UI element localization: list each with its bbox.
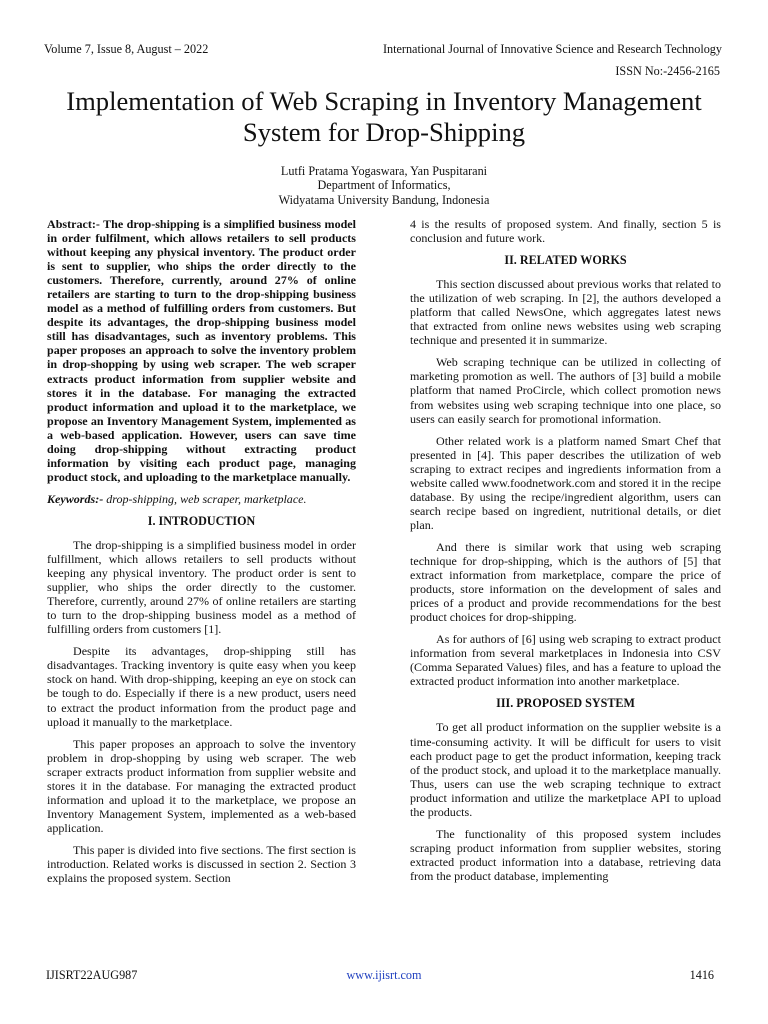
page-number: 1416: [689, 968, 714, 982]
author-university: Widyatama University Bandung, Indonesia: [278, 192, 490, 207]
volume-info: Volume 7, Issue 8, August – 2022: [44, 42, 209, 56]
left-column: [47, 217, 356, 893]
intro-paragraph-4-continued: 4 is the results of proposed system. And finally, section 5 is conclusion and future work.: [410, 217, 721, 246]
keywords-label: Keywords:-: [47, 491, 104, 506]
related-paragraph-5: As for authors of [6] using web scraping to extract product information from several marketplaces in Indonesia into CSV (Comma Separated Values) files, and has a feature to upload the extracted product information into another marketplace.: [410, 632, 721, 689]
author-block: [0, 164, 768, 207]
proposed-paragraph-1: To get all product information on the supplier website is a time-consuming activity. It will be difficult for users to visit each product page to get the product information, keeping track of the product stock, and upload it to the marketplace manually. Thus, users can use the web scraping technique to extract product information and utilize the marketplace API to upload the products.: [410, 720, 721, 819]
intro-paragraph-1: The drop-shipping is a simplified business model in order fulfillment, which allows retailers to sell products without keeping any physical inventory. The product order is sent to supplier, who ships the order directly to the customer. Therefore, currently, around 27% of online retailers are starting to turn to the drop-shipping business model as a method of fulfilling orders from customers [1].: [47, 537, 356, 637]
intro-paragraph-3: This paper proposes an approach to solve the inventory problem in drop-shopping by using web scraper. The web scraper extracts product information from supplier website and stores it in the database. For managing the extracted product information and upload it to the marketplace, we propose an Inventory Management System, implemented as a web-based application.: [47, 736, 356, 835]
paper-title: Implementation of Web Scraping in Inventory Management System for Drop-Shipping: [66, 86, 702, 147]
abstract: Abstract:- The drop-shipping is a simplified business model in order fulfilment, which allows retailers to sell products without keeping any physical inventory. The product order is sent to supplier, who ships the order directly to the customers. Therefore, currently, around 27% of online retailers are starting to turn to the drop-shipping business model as a method of fulfilling orders from customers. But despite its advantages, the drop-shipping business model still has disadvantages, such as inventory problems. This paper proposes an approach to solve the inventory problem in drop-shopping by using web scraper. The web scraper extracts product information from supplier website and stores it in the database. For managing the extracted product information and upload it to the marketplace, we propose an Inventory Management System, implemented as a web-based application. However, users can save time doing drop-shipping without extracting product information by visiting each product page, managing product stock, and uploading to the marketplace manually.: [47, 217, 356, 484]
intro-paragraph-2: Despite its advantages, drop-shipping still has disadvantages. Tracking inventory is quite easy when you keep stock on hand. With drop-shipping, keeping an eye on stock can be tough to do. Especially if there is a new product, users need to extract the product information from the product page and upload it manually to the marketplace.: [47, 644, 356, 729]
author-department: Department of Informatics,: [317, 178, 451, 193]
proposed-paragraph-2: The functionality of this proposed system includes scraping product information from supplier websites, storing extracted product information into a database, retrieving data from the product database, implementing: [410, 826, 721, 883]
author-names: Lutfi Pratama Yogaswara, Yan Puspitarani: [280, 164, 488, 178]
related-paragraph-1: This section discussed about previous works that related to the utilization of web scraping. In [2], the authors developed a platform that called NewsOne, which aggregates latest news that extracted from online news websites using web scraping technique and presented it in summarize.: [410, 277, 721, 348]
keywords: [47, 492, 356, 506]
section-heading-related-works: II. RELATED WORKS: [504, 253, 627, 268]
keywords-text: drop-shipping, web scraper, marketplace.: [103, 491, 307, 506]
intro-paragraph-4: This paper is divided into five sections. The first section is introduction. Related works is discussed in section 2. Section 3 explains the proposed system. Section: [47, 842, 356, 886]
issn: ISSN No:-2456-2165: [615, 64, 720, 78]
section-heading-proposed-system: III. PROPOSED SYSTEM: [496, 696, 635, 711]
related-paragraph-2: Web scraping technique can be utilized in collecting of marketing promotion as well. The authors of [3] build a mobile platform that named ProCircle, which collect promotion news from websites using web scraping technique into one place, so users can easily search for promotional information.: [410, 355, 721, 426]
related-paragraph-3: Other related work is a platform named Smart Chef that presented in [4]. This paper describes the utilization of web scraping to extract recipes and ingredients information from a website called www.foodnetwork.com and stored it in the recipe database. By using the recipe/ingredient algorithm, users can search recipe based on ingredient, nutritional details, or diet plan.: [410, 433, 721, 532]
right-column: [410, 217, 721, 891]
paper-id: IJISRT22AUG987: [46, 968, 138, 982]
journal-url-link[interactable]: www.ijisrt.com: [346, 968, 422, 982]
journal-name: International Journal of Innovative Science and Research Technology: [382, 42, 722, 56]
section-heading-introduction: I. INTRODUCTION: [147, 513, 256, 528]
related-paragraph-4: And there is similar work that using web scraping technique for drop-shipping, which is the authors of [5] that extract information from marketplace, compare the price of products, store information on the development of sales and prices of a product and provide recommendations for the best product choices for drop-shipping.: [410, 539, 721, 625]
